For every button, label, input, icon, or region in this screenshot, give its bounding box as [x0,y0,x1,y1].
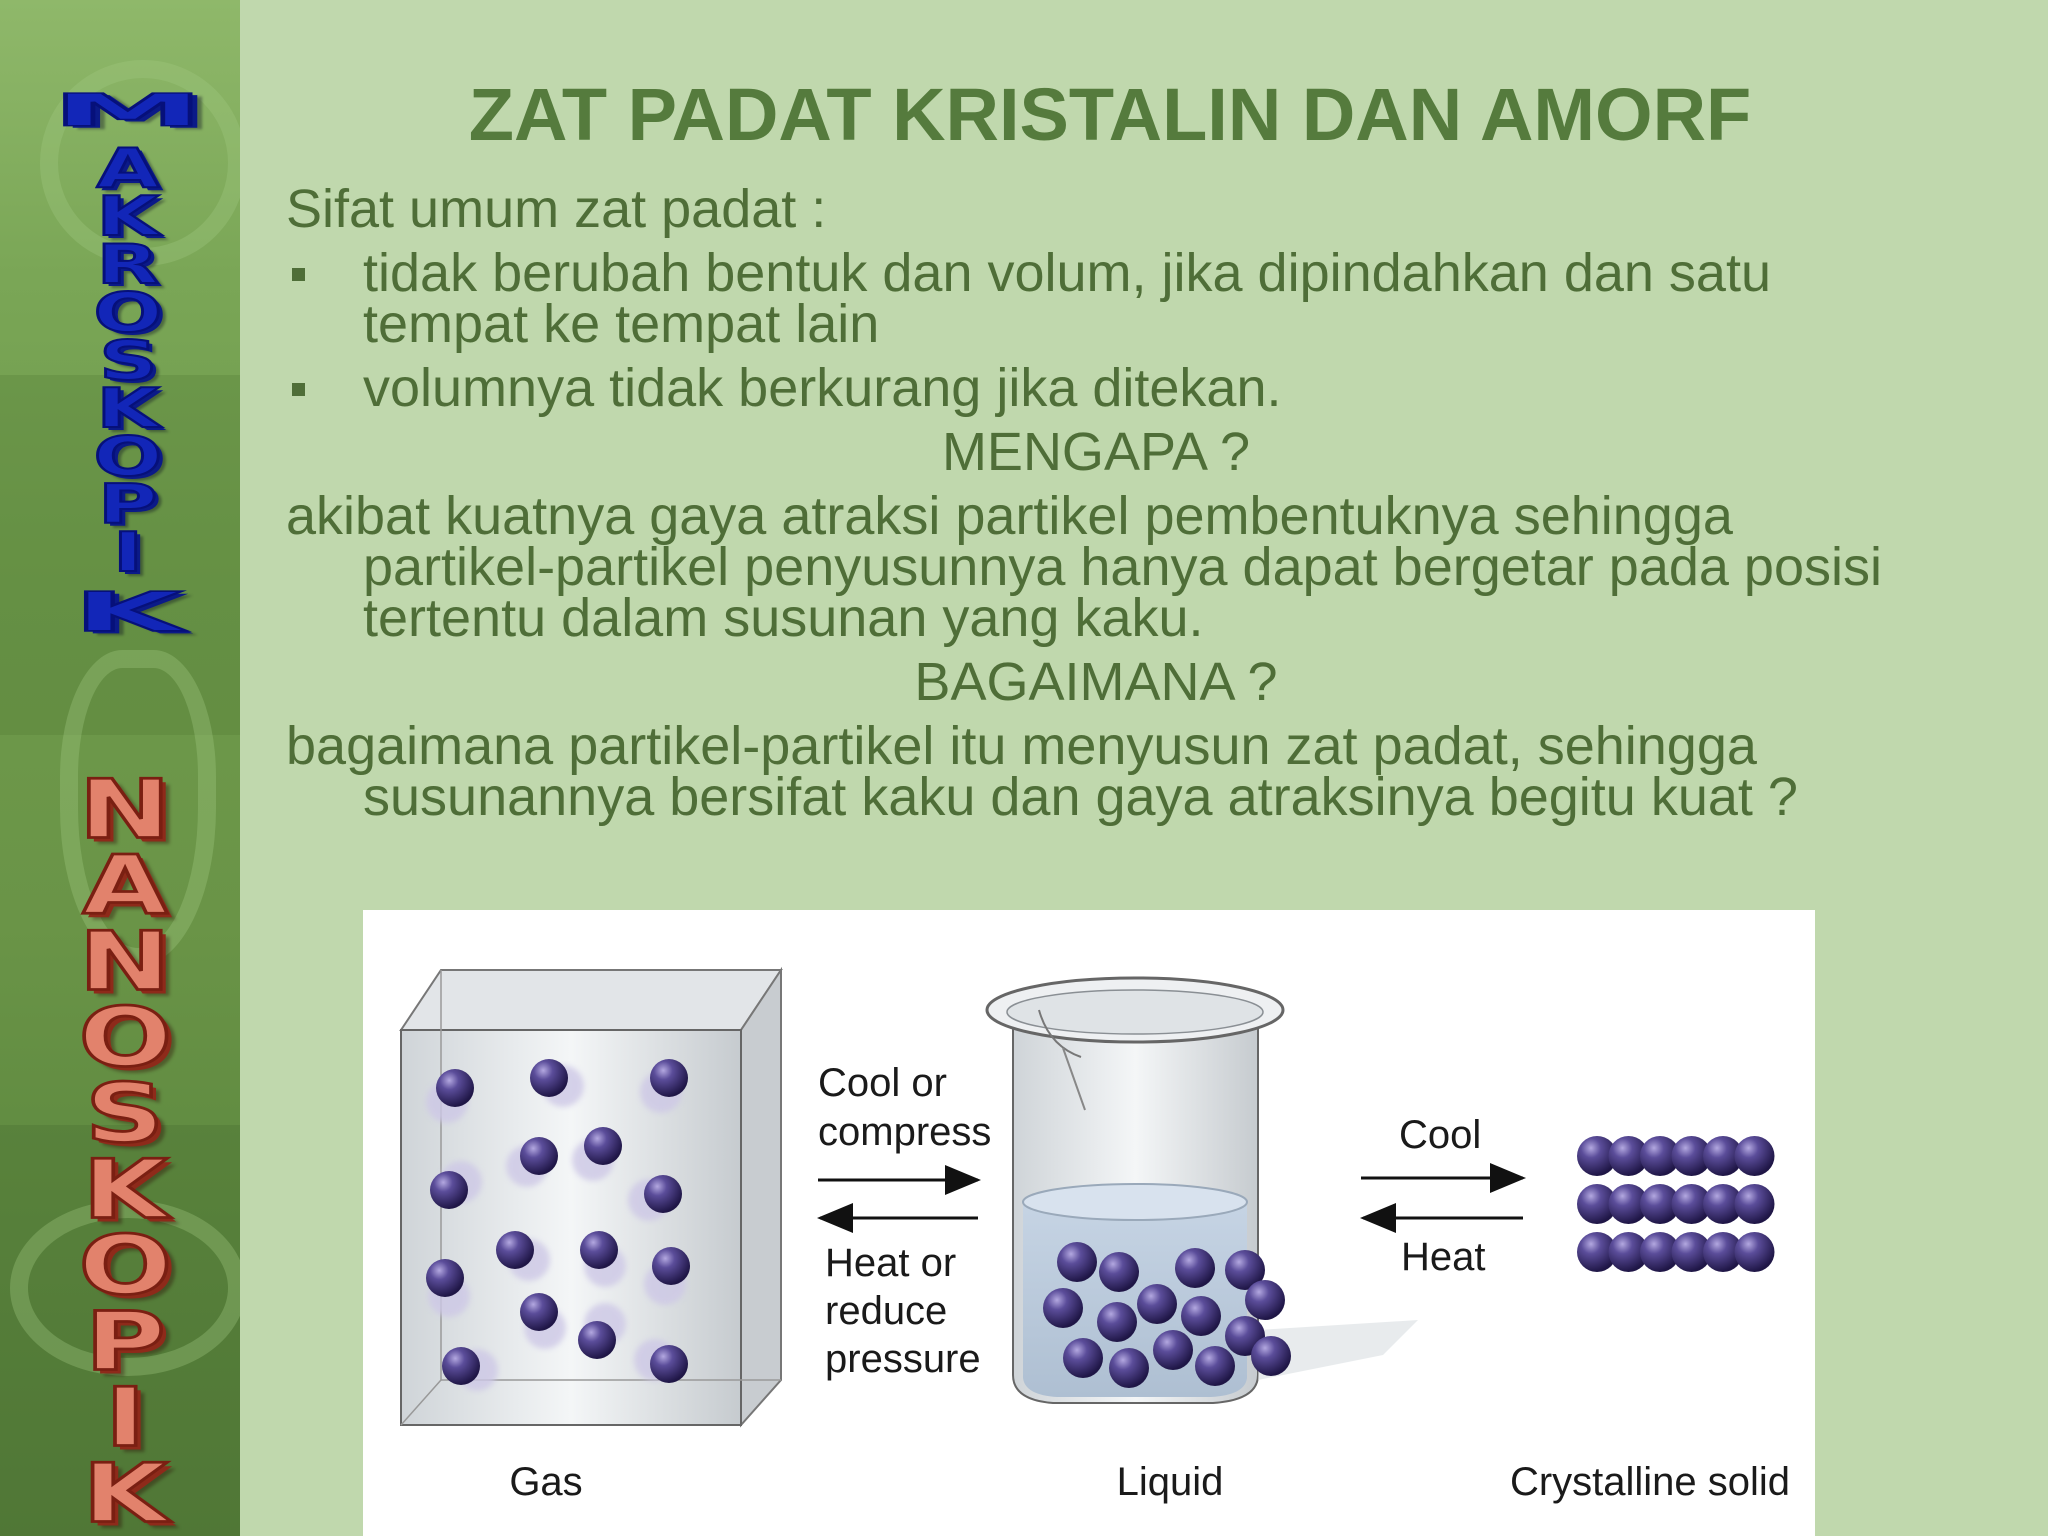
makroskopik-letter: K [73,581,183,645]
bullet-square-icon [292,268,305,281]
particle [1175,1248,1215,1288]
arrow-label: Heat [1401,1235,1486,1279]
makroskopik-letter: M [51,85,205,137]
particle [1137,1284,1177,1324]
particle [1109,1348,1149,1388]
particle [1251,1336,1291,1376]
label-gas: Gas [509,1460,583,1504]
states-of-matter-diagram [363,910,1815,1536]
makroskopik-letter: R [96,233,160,296]
label-liquid: Liquid [1116,1460,1224,1504]
arrow-label: Cool or [818,1061,947,1105]
liquid-beaker [987,978,1418,1403]
bullet-item [286,243,1906,354]
particle [442,1347,480,1385]
slide-body [286,179,1906,827]
makroskopik-letter: S [98,329,158,392]
makroskopik-letter: A [96,137,160,200]
particle [1097,1302,1137,1342]
particle [1195,1346,1235,1386]
bullet-text: volumnya tidak berkurang jika ditekan. [363,358,1282,418]
makroskopik-letter: I [112,521,144,584]
answer-paragraph: akibat kuatnya gaya atraksi partikel pembentuknya sehingga partikel-partikel penyusunnya hanya dapat bergetar pada posisi tertentu dalam susunan yang kaku. [286,486,1882,648]
particle [650,1059,688,1097]
states-of-matter-figure [363,910,1815,1536]
particle [436,1069,474,1107]
particle [644,1175,682,1213]
nanoskopik-letter: A [82,838,168,933]
sidebar [0,0,240,1536]
bullet-square-icon [292,383,305,396]
particle [650,1345,688,1383]
crystalline-solid-particles [1577,1136,1775,1272]
makroskopik-letter: K [96,185,160,248]
particle [1181,1296,1221,1336]
particle [580,1231,618,1269]
particle [1245,1280,1285,1320]
particle [1735,1184,1775,1224]
nanoskopik-letter: S [85,1066,165,1161]
particle [1063,1338,1103,1378]
makroskopik-letter: O [93,425,163,488]
nanoskopik-letter: I [104,1370,146,1465]
nanoskopik-letter: K [82,1142,168,1237]
particle [520,1293,558,1331]
bullet-text: tidak berubah bentuk dan volum, jika dipindahkan dan satu tempat ke tempat lain [363,243,1771,354]
arrow-label: Cool [1399,1113,1482,1157]
makroskopik-wordart [51,82,205,645]
nanoskopik-letter: P [84,1294,166,1389]
arrow-label: Heat or [825,1241,957,1285]
label-crystalline-solid: Crystalline solid [1509,1460,1791,1504]
nanoskopik-letter: K [82,1446,168,1536]
nanoskopik-letter: N [78,914,172,1009]
particle [578,1321,616,1359]
question-mengapa: MENGAPA ? [941,422,1251,482]
question-paragraph: bagaimana partikel-partikel itu menyusun zat padat, sehingga susunannya bersifat kaku dan gaya atraksinya begitu kuat ? [286,716,1798,827]
slide-title: ZAT PADAT KRISTALIN DAN AMORF [468,73,1752,156]
arrow-label: compress [818,1110,992,1154]
makroskopik-letter: K [96,377,160,440]
particle [1099,1252,1139,1292]
particle [530,1059,568,1097]
nanoskopik-letter: O [78,1218,172,1313]
particle [1043,1288,1083,1328]
particle [652,1247,690,1285]
bullet-item [286,358,1906,418]
makroskopik-letter: P [98,473,158,536]
particle [1735,1232,1775,1272]
makroskopik-letter: O [93,281,163,344]
particle [430,1171,468,1209]
arrow-label: pressure [825,1337,981,1381]
particle [1153,1330,1193,1370]
intro-text: Sifat umum zat padat : [286,179,827,239]
nanoskopik-wordart [60,762,190,1536]
question-bagaimana: BAGAIMANA ? [914,652,1278,712]
nanoskopik-letter: N [78,762,172,857]
nanoskopik-letter: O [78,990,172,1085]
particle [426,1259,464,1297]
particle [520,1137,558,1175]
arrow-label: reduce [825,1289,948,1333]
particle [496,1231,534,1269]
particle [584,1127,622,1165]
particle [1735,1136,1775,1176]
particle [1057,1242,1097,1282]
